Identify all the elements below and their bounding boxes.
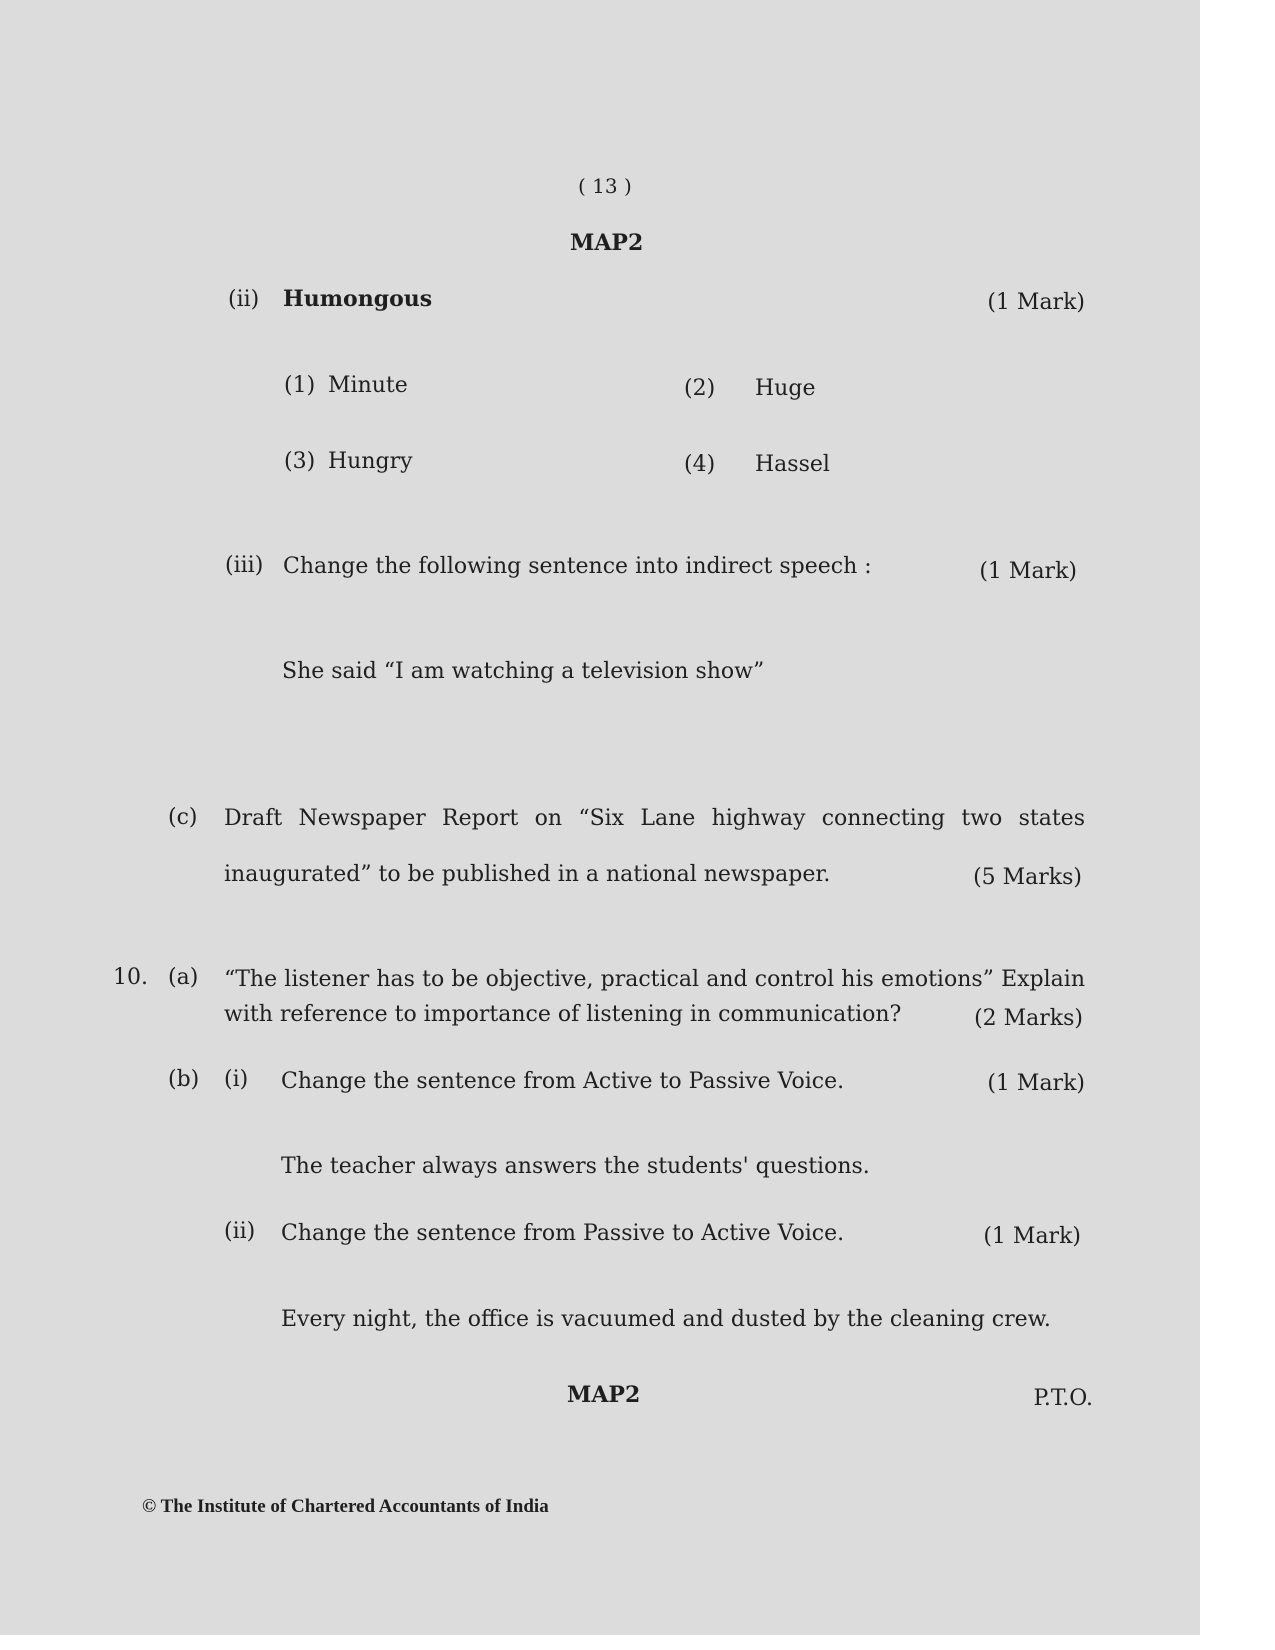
q-10b-ii-label: (ii) — [224, 1219, 256, 1244]
q-ii-label: (ii) — [228, 287, 260, 312]
q-10b-label: (b) — [168, 1067, 200, 1092]
option-3-num: (3) — [284, 449, 316, 474]
q-10a-line2: with reference to importance of listening in communication? — [224, 1002, 902, 1027]
option-2-text: Huge — [755, 376, 816, 401]
copyright-notice: © The Institute of Chartered Accountants of India — [142, 1496, 549, 1517]
q-10b-ii-prompt: Change the sentence from Passive to Active Voice. — [281, 1221, 845, 1246]
q-10b-i-sentence: The teacher always answers the students' questions. — [281, 1154, 870, 1179]
q-10b-i-prompt: Change the sentence from Active to Passive Voice. — [281, 1069, 845, 1094]
q-iii-marks: (1 Mark) — [979, 559, 1077, 584]
q-10a-marks: (2 Marks) — [974, 1006, 1083, 1031]
q-10b-i-label: (i) — [224, 1067, 249, 1092]
page-number: ( 13 ) — [578, 174, 632, 198]
option-1-num: (1) — [284, 373, 316, 398]
q-10a-line1: “The listener has to be objective, practical and control his emotions” Explain — [224, 967, 1085, 992]
pto-label: P.T.O. — [1033, 1386, 1093, 1411]
option-4-text: Hassel — [755, 452, 830, 477]
q-c-line1: Draft Newspaper Report on “Six Lane highway connecting two states — [224, 806, 1085, 831]
option-1-text: Minute — [328, 373, 408, 398]
option-2-num: (2) — [684, 376, 716, 401]
q-c-line2: inaugurated” to be published in a national newspaper. — [224, 862, 831, 887]
q-10b-ii-sentence: Every night, the office is vacuumed and dusted by the cleaning crew. — [281, 1307, 1051, 1332]
q-iii-sentence: She said “I am watching a television show” — [282, 659, 765, 684]
question-10-number: 10. — [113, 965, 148, 990]
option-4-num: (4) — [684, 452, 716, 477]
q-iii-label: (iii) — [225, 553, 264, 578]
q-c-marks: (5 Marks) — [973, 865, 1082, 890]
q-10a-label: (a) — [168, 965, 199, 990]
paper-code-header: MAP2 — [570, 230, 644, 256]
q-ii-word: Humongous — [283, 286, 433, 312]
q-iii-prompt: Change the following sentence into indirect speech : — [283, 554, 872, 579]
q-10b-i-marks: (1 Mark) — [987, 1071, 1085, 1096]
q-c-label: (c) — [168, 805, 198, 830]
paper-code-footer: MAP2 — [567, 1382, 641, 1408]
q-10b-ii-marks: (1 Mark) — [983, 1224, 1081, 1249]
q-ii-marks: (1 Mark) — [987, 290, 1085, 315]
option-3-text: Hungry — [328, 449, 413, 474]
